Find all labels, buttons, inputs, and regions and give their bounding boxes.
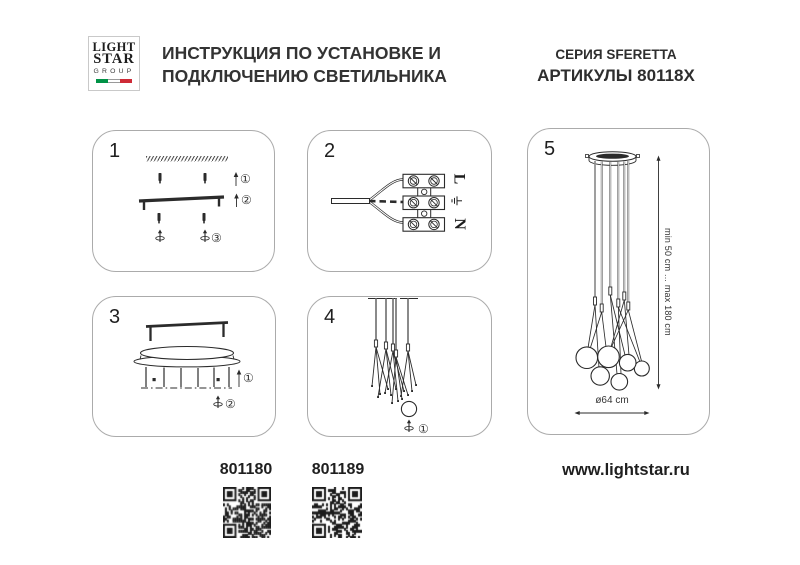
diameter-dimension-arrow [575, 411, 650, 415]
series-name: СЕРИЯ SFERETTA [555, 47, 677, 62]
step-panel-4 [307, 296, 492, 437]
terminal-block [403, 174, 445, 231]
product-code-801189: 801189 [311, 461, 365, 478]
panel-2-diagram [308, 131, 493, 273]
screwdriver-icon [156, 230, 165, 243]
title-line-1: ИНСТРУКЦИЯ ПО УСТАНОВКЕ И [162, 43, 441, 63]
ceiling-hatch [146, 156, 228, 162]
wires [369, 180, 403, 223]
logo-word-light: LIGHT [92, 40, 136, 54]
website-url: www.lightstar.ru [562, 461, 690, 479]
step-panel-3 [92, 296, 276, 437]
page-title [162, 42, 447, 88]
lightstar-logo [88, 36, 140, 91]
height-range-label: min 50 cm ... max 180 cm [663, 228, 673, 336]
logo-word-star: STAR [93, 51, 135, 67]
logo-word-group: GROUP [93, 68, 135, 75]
diameter-label: ø64 cm [595, 395, 629, 406]
ceiling-canopy [134, 347, 240, 367]
screw-icon [204, 173, 207, 183]
panel-4-number: 4 [324, 306, 336, 328]
screwdriver-icon [214, 396, 223, 409]
overview-panel-5 [527, 128, 710, 435]
panel-4-diagram [308, 297, 493, 438]
screw-icon [203, 213, 206, 223]
step-marker-1: ① [418, 422, 429, 436]
step-marker-1: ① [243, 371, 254, 385]
terminal-label-line: L [450, 173, 468, 185]
suspension-cords [146, 367, 229, 387]
screw-icon [158, 213, 161, 223]
glass-sphere-cluster [576, 346, 649, 390]
power-cable [332, 199, 370, 204]
up-arrow-icon [237, 370, 242, 388]
qr-code-left [223, 487, 271, 538]
mounting-bracket [146, 322, 228, 341]
step-marker-1: ① [240, 172, 251, 186]
panel-5-number: 5 [544, 138, 556, 160]
panel-5-diagram [528, 129, 711, 436]
step-marker-3: ③ [211, 231, 222, 245]
step-marker-2: ② [225, 397, 236, 411]
title-line-2: ПОДКЛЮЧЕНИЮ СВЕТИЛЬНИКА [162, 66, 447, 86]
terminal-label-neutral: N [450, 218, 468, 230]
step-panel-2 [307, 130, 492, 272]
height-dimension-arrow [657, 156, 661, 390]
splayed-cords [372, 347, 416, 403]
glass-sphere [401, 401, 416, 416]
series-info [500, 47, 732, 86]
up-arrow-icon [234, 194, 239, 208]
panel-3-number: 3 [109, 306, 121, 328]
italian-flag-icon [96, 79, 132, 84]
earth-ground-icon [449, 194, 463, 208]
suspension-cords [595, 161, 628, 304]
mounting-bracket [139, 196, 224, 210]
ceiling-canopy [586, 152, 640, 166]
article-numbers: АРТИКУЛЫ 80118X [537, 66, 695, 85]
screw-icon [159, 173, 162, 183]
screwdriver-icon [201, 230, 210, 243]
panel-3-diagram [93, 297, 277, 438]
screwdriver-icon [405, 420, 414, 433]
suspension-cords [376, 299, 408, 351]
up-arrow-icon [234, 172, 239, 186]
panel-2-number: 2 [324, 140, 336, 162]
qr-code-right [312, 487, 362, 538]
panel-1-number: 1 [109, 140, 121, 162]
step-marker-2: ② [241, 193, 252, 207]
step-panel-1 [92, 130, 275, 272]
product-code-801180: 801180 [219, 461, 273, 478]
